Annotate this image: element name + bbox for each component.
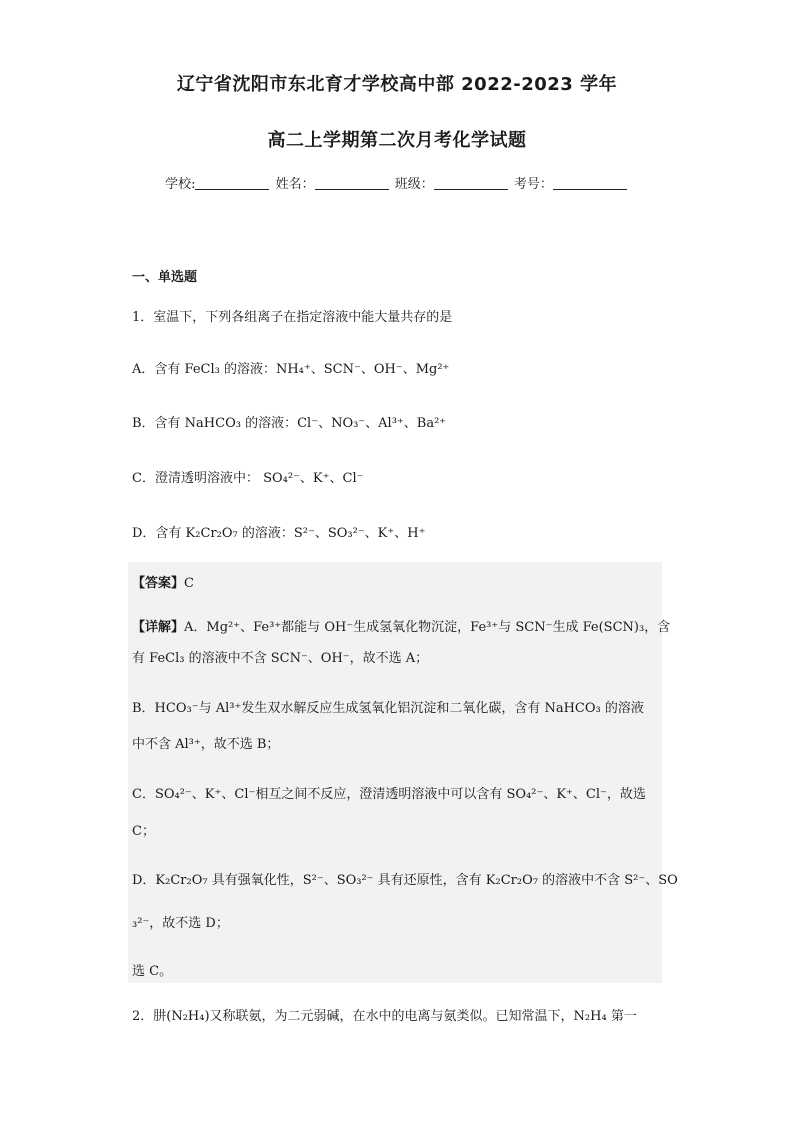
detail-b-line2: 中不含 Al³⁺，故不选 B；: [132, 737, 280, 752]
exam-title-line1: 辽宁省沈阳市东北育才学校高中部 2022-2023 学年: [176, 74, 618, 95]
q1-option-d: D．含有 K₂Cr₂O₇ 的溶液：S²⁻、SO₃²⁻、K⁺、H⁺: [132, 526, 426, 541]
detail-label: 【详解】: [132, 620, 185, 635]
exam-title-line2: 高二上学期第二次月考化学试题: [267, 130, 527, 151]
school-label: 学校:: [165, 177, 196, 192]
detail-a-line2: 有 FeCl₃ 的溶液中不含 SCN⁻、OH⁻，故不选 A；: [132, 651, 429, 666]
answer-value: C: [184, 576, 194, 591]
answer-label: 【答案】: [132, 576, 185, 591]
detail-conclusion: 选 C。: [132, 964, 173, 979]
detail-a-line1: [132, 616, 670, 635]
student-info-row: [0, 173, 794, 192]
class-blank[interactable]: [434, 176, 508, 190]
answer-line: [132, 572, 194, 591]
exam-no-label: 考号：: [513, 177, 553, 192]
name-blank[interactable]: [315, 176, 389, 190]
class-label: 班级：: [394, 177, 434, 192]
exam-no-blank[interactable]: [553, 176, 627, 190]
detail-c-line1: C．SO₄²⁻、K⁺、Cl⁻相互之间不反应，澄清透明溶液中可以含有 SO₄²⁻、K⁺、Cl⁻，故选: [132, 787, 646, 802]
school-blank[interactable]: [195, 176, 269, 190]
q1-stem: 1．室温下，下列各组离子在指定溶液中能大量共存的是: [132, 310, 453, 325]
detail-a-text1: A．Mg²⁺、Fe³⁺都能与 OH⁻生成氢氧化物沉淀，Fe³⁺与 SCN⁻生成 Fe(SCN)₃，含: [184, 620, 671, 635]
detail-d-line1: D．K₂Cr₂O₇ 具有强氧化性，S²⁻、SO₃²⁻ 具有还原性，含有 K₂Cr₂O₇ 的溶液中不含 S²⁻、SO: [132, 873, 678, 888]
q2-stem: 2．肼(N₂H₄)又称联氨，为二元弱碱，在水中的电离与氨类似。已知常温下，N₂H₄ 第一: [132, 1009, 637, 1024]
q1-option-c: C．澄清透明溶液中： SO₄²⁻、K⁺、Cl⁻: [132, 471, 364, 486]
detail-b-line1: B．HCO₃⁻与 Al³⁺发生双水解反应生成氢氧化铝沉淀和二氧化碳，含有 NaHCO₃ 的溶液: [132, 701, 644, 716]
name-label: 姓名：: [275, 177, 315, 192]
detail-d-line2: ₃²⁻，故不选 D；: [132, 916, 229, 931]
q1-option-b: B．含有 NaHCO₃ 的溶液：Cl⁻、NO₃⁻、Al³⁺、Ba²⁺: [132, 416, 447, 431]
q1-option-a: A．含有 FeCl₃ 的溶液：NH₄⁺、SCN⁻、OH⁻、Mg²⁺: [132, 362, 450, 377]
section-heading: 一、单选题: [132, 270, 198, 285]
detail-c-line2: C；: [132, 824, 155, 839]
